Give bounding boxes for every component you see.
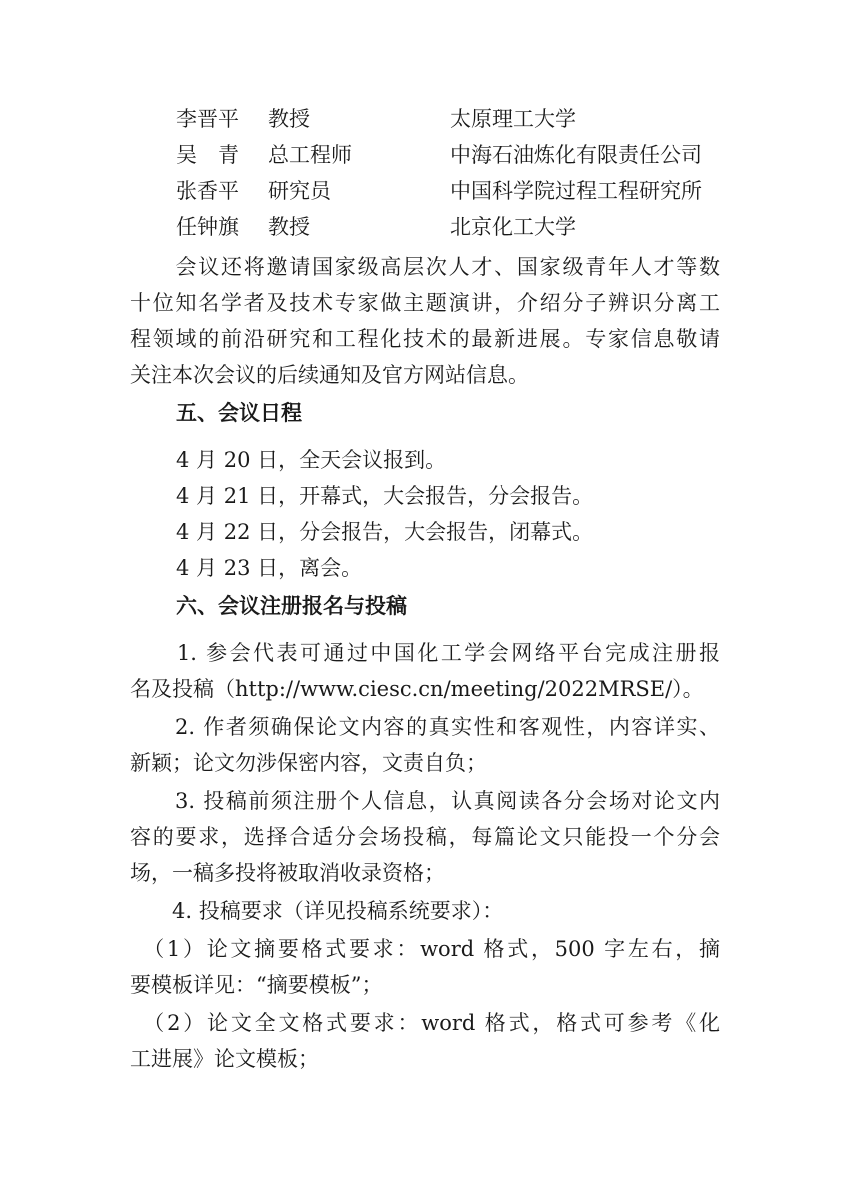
- intro-line: 十位知名学者及技术专家做主题演讲，介绍分子辨识分离工: [130, 291, 720, 315]
- body-line: 名及投稿（http://www.ciesc.cn/meeting/2022MRSE/）。: [130, 677, 704, 701]
- expert-org: 中海石油炼化有限责任公司: [450, 143, 702, 167]
- body-line: 容的要求，选择合适分会场投稿，每篇论文只能投一个分会: [130, 825, 720, 849]
- intro-line: 会议还将邀请国家级高层次人才、国家级青年人才等数: [130, 255, 720, 279]
- body-line: 3. 投稿前须注册个人信息，认真阅读各分会场对论文内: [130, 789, 720, 813]
- expert-org: 太原理工大学: [450, 107, 576, 131]
- body-line: 要模板详见：“摘要模板”；: [130, 973, 383, 997]
- schedule-item: 4 月 21 日，开幕式，大会报告，分会报告。: [176, 484, 594, 508]
- schedule-item: 4 月 22 日，分会报告，大会报告，闭幕式。: [176, 520, 594, 544]
- body-line: 新颖；论文勿涉保密内容，文责自负；: [130, 751, 487, 775]
- body-line: 工进展》论文模板；: [130, 1047, 319, 1071]
- expert-org: 北京化工大学: [450, 215, 576, 239]
- expert-title: 研究员: [268, 179, 331, 203]
- body-line: 1. 参会代表可通过中国化工学会网络平台完成注册报: [130, 641, 720, 665]
- section-heading: 五、会议日程: [176, 401, 302, 425]
- intro-line: 关注本次会议的后续通知及官方网站信息。: [130, 363, 529, 387]
- expert-title: 教授: [268, 107, 310, 131]
- intro-line: 程领域的前沿研究和工程化技术的最新进展。专家信息敬请: [130, 327, 720, 351]
- schedule-item: 4 月 20 日，全天会议报到。: [176, 448, 447, 472]
- expert-name: 任钟旗: [176, 215, 239, 239]
- body-line: 2. 作者须确保论文内容的真实性和客观性，内容详实、: [130, 715, 720, 739]
- expert-row: [0, 176, 849, 206]
- expert-title: 教授: [268, 215, 310, 239]
- expert-row: [0, 104, 849, 134]
- section-heading: 六、会议注册报名与投稿: [176, 594, 407, 618]
- body-line: （1）论文摘要格式要求：word 格式，500 字左右，摘: [130, 937, 720, 961]
- body-line: 场，一稿多投将被取消收录资格；: [130, 861, 445, 885]
- expert-title: 总工程师: [268, 143, 352, 167]
- schedule-item: 4 月 23 日，离会。: [176, 556, 363, 580]
- expert-name: 吴 青: [176, 143, 239, 167]
- expert-name: 张香平: [176, 179, 239, 203]
- expert-row: [0, 140, 849, 170]
- expert-row: [0, 212, 849, 242]
- expert-name: 李晋平: [176, 107, 239, 131]
- body-line: （2）论文全文格式要求：word 格式，格式可参考《化: [130, 1011, 720, 1035]
- expert-org: 中国科学院过程工程研究所: [450, 179, 702, 203]
- body-line: 4. 投稿要求（详见投稿系统要求）：: [130, 899, 504, 923]
